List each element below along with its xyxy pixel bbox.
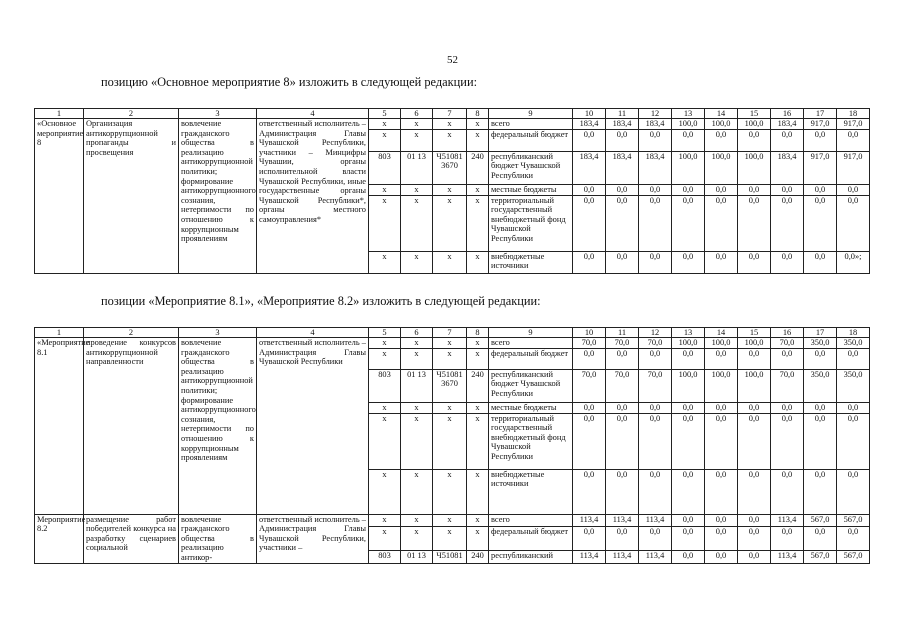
column-number: 8 bbox=[467, 109, 489, 119]
budget-code-target: Ч51081 3670 bbox=[433, 151, 467, 184]
measure-goal: вовлечение гражданского общества в реализацию антикор- bbox=[179, 514, 257, 563]
budget-code-section: x bbox=[401, 184, 433, 195]
budget-code-expense-type: 240 bbox=[467, 550, 489, 563]
column-number: 3 bbox=[179, 328, 257, 338]
column-number: 15 bbox=[738, 109, 771, 119]
funding-value: 0,0 bbox=[639, 195, 672, 251]
budget-code-target: x bbox=[433, 469, 467, 514]
funding-value: 0,0 bbox=[705, 413, 738, 469]
funding-source: федеральный бюджет bbox=[489, 129, 573, 151]
funding-value: 183,4 bbox=[606, 151, 639, 184]
budget-code-section: x bbox=[401, 526, 433, 550]
funding-value: 0,0 bbox=[573, 129, 606, 151]
funding-source: внебюджетные источники bbox=[489, 469, 573, 514]
funding-value: 0,0 bbox=[837, 348, 870, 369]
funding-source: республиканский бюджет Чувашской Республики bbox=[489, 369, 573, 402]
funding-value: 0,0 bbox=[573, 469, 606, 514]
column-number: 9 bbox=[489, 109, 573, 119]
funding-value: 567,0 bbox=[837, 514, 870, 526]
measure-title: «Мероприятие 8.1 bbox=[35, 338, 84, 515]
funding-value: 917,0 bbox=[804, 151, 837, 184]
funding-value: 0,0 bbox=[837, 402, 870, 413]
funding-value: 183,4 bbox=[606, 119, 639, 130]
funding-value: 0,0 bbox=[606, 251, 639, 273]
column-number: 18 bbox=[837, 328, 870, 338]
budget-code-grbs: x bbox=[369, 348, 401, 369]
budget-code-target: x bbox=[433, 119, 467, 130]
column-number: 7 bbox=[433, 109, 467, 119]
funding-value: 0,0 bbox=[804, 348, 837, 369]
budget-code-target: x bbox=[433, 413, 467, 469]
measure-goal: вовлечение гражданского общества в реализацию антикоррупционной политики; формирование антикоррупционного сознания, нетерпимости по отношению к коррупционным проявлениям bbox=[179, 338, 257, 515]
funding-value: 0,0 bbox=[738, 402, 771, 413]
funding-value: 0,0 bbox=[705, 348, 738, 369]
budget-code-target: x bbox=[433, 251, 467, 273]
budget-code-grbs: x bbox=[369, 119, 401, 130]
budget-code-section: 01 13 bbox=[401, 369, 433, 402]
funding-value: 0,0 bbox=[639, 184, 672, 195]
column-number: 11 bbox=[606, 328, 639, 338]
column-number: 14 bbox=[705, 109, 738, 119]
column-number: 2 bbox=[84, 328, 179, 338]
budget-code-grbs: x bbox=[369, 514, 401, 526]
budget-code-target: Ч51081 3670 bbox=[433, 369, 467, 402]
funding-value: 0,0 bbox=[804, 251, 837, 273]
funding-value: 0,0 bbox=[837, 526, 870, 550]
budget-code-target: x bbox=[433, 184, 467, 195]
funding-value: 100,0 bbox=[738, 151, 771, 184]
funding-value: 100,0 bbox=[705, 151, 738, 184]
column-number: 9 bbox=[489, 328, 573, 338]
budget-code-expense-type: x bbox=[467, 129, 489, 151]
funding-value: 0,0 bbox=[606, 195, 639, 251]
budget-code-target: x bbox=[433, 402, 467, 413]
funding-value: 0,0 bbox=[639, 469, 672, 514]
budget-code-grbs: 803 bbox=[369, 550, 401, 563]
measure-title: «Основное мероприятие 8 bbox=[35, 119, 84, 274]
budget-code-grbs: 803 bbox=[369, 369, 401, 402]
funding-value: 183,4 bbox=[771, 151, 804, 184]
funding-value: 0,0 bbox=[738, 129, 771, 151]
funding-value: 0,0 bbox=[771, 402, 804, 413]
funding-value: 70,0 bbox=[639, 369, 672, 402]
funding-value: 0,0 bbox=[804, 184, 837, 195]
funding-source: республиканский бюджет Чувашской Республики bbox=[489, 151, 573, 184]
budget-code-grbs: x bbox=[369, 251, 401, 273]
funding-value: 183,4 bbox=[639, 119, 672, 130]
funding-value: 0,0 bbox=[573, 526, 606, 550]
funding-value: 70,0 bbox=[606, 338, 639, 349]
funding-value: 113,4 bbox=[771, 514, 804, 526]
funding-value: 183,4 bbox=[573, 119, 606, 130]
column-number: 10 bbox=[573, 109, 606, 119]
budget-code-grbs: x bbox=[369, 413, 401, 469]
funding-value: 0,0 bbox=[672, 129, 705, 151]
funding-value: 917,0 bbox=[837, 119, 870, 130]
column-number: 12 bbox=[639, 328, 672, 338]
measure-name: размещение работ победителей конкурса на разработку сценариев социальной bbox=[84, 514, 179, 563]
funding-value: 100,0 bbox=[705, 369, 738, 402]
budget-code-section: x bbox=[401, 413, 433, 469]
funding-value: 0,0 bbox=[606, 413, 639, 469]
funding-value: 183,4 bbox=[771, 119, 804, 130]
funding-source: федеральный бюджет bbox=[489, 526, 573, 550]
budget-code-grbs: x bbox=[369, 195, 401, 251]
column-number: 1 bbox=[35, 328, 84, 338]
table-row bbox=[35, 514, 870, 526]
funding-value: 0,0 bbox=[771, 129, 804, 151]
funding-value: 0,0 bbox=[672, 413, 705, 469]
funding-value: 0,0 bbox=[639, 402, 672, 413]
budget-code-target: x bbox=[433, 526, 467, 550]
funding-value: 0,0 bbox=[672, 526, 705, 550]
funding-value: 0,0 bbox=[705, 251, 738, 273]
budget-code-expense-type: x bbox=[467, 195, 489, 251]
funding-value: 100,0 bbox=[738, 338, 771, 349]
budget-code-section: x bbox=[401, 195, 433, 251]
funding-value: 0,0 bbox=[705, 195, 738, 251]
funding-source: всего bbox=[489, 514, 573, 526]
funding-value: 567,0 bbox=[837, 550, 870, 563]
funding-value: 0,0 bbox=[771, 195, 804, 251]
funding-value: 0,0 bbox=[606, 129, 639, 151]
measure-name: проведение конкурсов антикоррупционной направленности bbox=[84, 338, 179, 515]
funding-value: 113,4 bbox=[606, 550, 639, 563]
column-number-row bbox=[35, 109, 870, 119]
funding-value: 113,4 bbox=[573, 550, 606, 563]
table-row bbox=[35, 338, 870, 349]
budget-code-section: 01 13 bbox=[401, 550, 433, 563]
column-number: 13 bbox=[672, 328, 705, 338]
column-number: 12 bbox=[639, 109, 672, 119]
column-number: 5 bbox=[369, 328, 401, 338]
budget-code-section: x bbox=[401, 514, 433, 526]
funding-value: 0,0 bbox=[705, 129, 738, 151]
budget-code-expense-type: x bbox=[467, 348, 489, 369]
budget-code-grbs: x bbox=[369, 526, 401, 550]
funding-value: 350,0 bbox=[837, 369, 870, 402]
funding-value: 0,0 bbox=[804, 402, 837, 413]
funding-source: всего bbox=[489, 338, 573, 349]
budget-code-section: x bbox=[401, 251, 433, 273]
funding-value: 183,4 bbox=[639, 151, 672, 184]
funding-value: 0,0 bbox=[606, 469, 639, 514]
funding-value: 0,0»; bbox=[837, 251, 870, 273]
funding-value: 113,4 bbox=[771, 550, 804, 563]
funding-value: 0,0 bbox=[639, 413, 672, 469]
budget-code-section: x bbox=[401, 129, 433, 151]
funding-value: 350,0 bbox=[804, 338, 837, 349]
budget-code-expense-type: x bbox=[467, 469, 489, 514]
budget-code-expense-type: x bbox=[467, 514, 489, 526]
budget-code-target: x bbox=[433, 348, 467, 369]
funding-value: 0,0 bbox=[705, 184, 738, 195]
column-number: 4 bbox=[257, 328, 369, 338]
budget-code-target: x bbox=[433, 129, 467, 151]
funding-value: 0,0 bbox=[837, 195, 870, 251]
budget-code-section: x bbox=[401, 402, 433, 413]
funding-value: 0,0 bbox=[639, 348, 672, 369]
budget-code-expense-type: x bbox=[467, 184, 489, 195]
column-number: 17 bbox=[804, 109, 837, 119]
column-number: 18 bbox=[837, 109, 870, 119]
funding-value: 183,4 bbox=[573, 151, 606, 184]
funding-value: 100,0 bbox=[672, 119, 705, 130]
budget-code-target: x bbox=[433, 195, 467, 251]
funding-value: 70,0 bbox=[606, 369, 639, 402]
budget-code-expense-type: x bbox=[467, 251, 489, 273]
funding-value: 113,4 bbox=[639, 514, 672, 526]
funding-value: 0,0 bbox=[705, 526, 738, 550]
funding-value: 0,0 bbox=[672, 251, 705, 273]
budget-code-expense-type: 240 bbox=[467, 151, 489, 184]
column-number: 3 bbox=[179, 109, 257, 119]
funding-value: 0,0 bbox=[738, 184, 771, 195]
funding-value: 0,0 bbox=[639, 526, 672, 550]
funding-source: всего bbox=[489, 119, 573, 130]
funding-value: 0,0 bbox=[672, 184, 705, 195]
funding-value: 0,0 bbox=[738, 348, 771, 369]
funding-value: 917,0 bbox=[837, 151, 870, 184]
funding-value: 0,0 bbox=[573, 184, 606, 195]
measure-goal: вовлечение гражданского общества в реализацию антикоррупционной политики; формирование антикоррупционного сознания, нетерпимости по отношению к коррупционным проявлениям bbox=[179, 119, 257, 274]
funding-value: 100,0 bbox=[738, 369, 771, 402]
page-number: 52 bbox=[447, 54, 458, 66]
column-number: 6 bbox=[401, 109, 433, 119]
funding-value: 113,4 bbox=[606, 514, 639, 526]
column-number: 13 bbox=[672, 109, 705, 119]
column-number: 11 bbox=[606, 109, 639, 119]
funding-source: внебюджетные источники bbox=[489, 251, 573, 273]
budget-code-section: 01 13 bbox=[401, 151, 433, 184]
funding-value: 0,0 bbox=[672, 550, 705, 563]
budget-code-section: x bbox=[401, 348, 433, 369]
table-measures-8-1-8-2 bbox=[34, 327, 870, 564]
funding-value: 0,0 bbox=[672, 469, 705, 514]
funding-value: 0,0 bbox=[837, 469, 870, 514]
funding-source: федеральный бюджет bbox=[489, 348, 573, 369]
funding-value: 350,0 bbox=[837, 338, 870, 349]
funding-value: 70,0 bbox=[771, 338, 804, 349]
heading-main-measure-8: позицию «Основное мероприятие 8» изложить в следующей редакции: bbox=[101, 75, 478, 89]
budget-code-grbs: 803 bbox=[369, 151, 401, 184]
funding-value: 0,0 bbox=[771, 526, 804, 550]
funding-value: 0,0 bbox=[738, 514, 771, 526]
funding-value: 0,0 bbox=[804, 413, 837, 469]
budget-code-grbs: x bbox=[369, 338, 401, 349]
column-number: 4 bbox=[257, 109, 369, 119]
funding-value: 0,0 bbox=[771, 251, 804, 273]
budget-code-grbs: x bbox=[369, 469, 401, 514]
budget-code-expense-type: x bbox=[467, 119, 489, 130]
funding-value: 0,0 bbox=[672, 348, 705, 369]
measure-executors: ответственный исполнитель – Администрация Главы Чувашской Республики bbox=[257, 338, 369, 515]
column-number: 1 bbox=[35, 109, 84, 119]
column-number: 7 bbox=[433, 328, 467, 338]
column-number: 5 bbox=[369, 109, 401, 119]
funding-value: 0,0 bbox=[738, 251, 771, 273]
funding-value: 113,4 bbox=[573, 514, 606, 526]
funding-value: 0,0 bbox=[804, 195, 837, 251]
funding-value: 0,0 bbox=[573, 251, 606, 273]
funding-source: местные бюджеты bbox=[489, 402, 573, 413]
funding-value: 0,0 bbox=[804, 129, 837, 151]
funding-value: 100,0 bbox=[672, 369, 705, 402]
funding-value: 0,0 bbox=[837, 413, 870, 469]
budget-code-grbs: x bbox=[369, 402, 401, 413]
column-number-row bbox=[35, 328, 870, 338]
column-number: 16 bbox=[771, 328, 804, 338]
funding-value: 0,0 bbox=[705, 550, 738, 563]
funding-value: 70,0 bbox=[573, 338, 606, 349]
funding-value: 0,0 bbox=[771, 184, 804, 195]
column-number: 14 bbox=[705, 328, 738, 338]
funding-value: 0,0 bbox=[606, 402, 639, 413]
column-number: 17 bbox=[804, 328, 837, 338]
funding-source: республиканский bbox=[489, 550, 573, 563]
funding-value: 0,0 bbox=[672, 514, 705, 526]
budget-code-section: x bbox=[401, 338, 433, 349]
funding-value: 0,0 bbox=[606, 526, 639, 550]
funding-value: 0,0 bbox=[738, 526, 771, 550]
funding-value: 0,0 bbox=[771, 413, 804, 469]
funding-source: местные бюджеты bbox=[489, 184, 573, 195]
funding-value: 0,0 bbox=[573, 195, 606, 251]
budget-code-section: x bbox=[401, 469, 433, 514]
funding-value: 917,0 bbox=[804, 119, 837, 130]
funding-value: 567,0 bbox=[804, 550, 837, 563]
funding-value: 0,0 bbox=[672, 402, 705, 413]
column-number: 16 bbox=[771, 109, 804, 119]
funding-source: территориальный государственный внебюджетный фонд Чувашской Республики bbox=[489, 195, 573, 251]
budget-code-target: x bbox=[433, 338, 467, 349]
funding-value: 0,0 bbox=[705, 514, 738, 526]
funding-value: 0,0 bbox=[672, 195, 705, 251]
column-number: 15 bbox=[738, 328, 771, 338]
funding-value: 0,0 bbox=[639, 129, 672, 151]
measure-executors: ответственный исполнитель – Администрация Главы Чувашской Республики, участники – Минцифры Чувашии, органы исполнительной власти Чувашской Республики, иные государственные органы Чувашской Республики*, органы местного самоуправления* bbox=[257, 119, 369, 274]
budget-code-grbs: x bbox=[369, 129, 401, 151]
budget-code-expense-type: x bbox=[467, 338, 489, 349]
funding-value: 0,0 bbox=[771, 469, 804, 514]
funding-value: 0,0 bbox=[738, 413, 771, 469]
funding-value: 0,0 bbox=[573, 348, 606, 369]
table-row bbox=[35, 119, 870, 130]
funding-value: 70,0 bbox=[639, 338, 672, 349]
column-number: 2 bbox=[84, 109, 179, 119]
funding-source: территориальный государственный внебюджетный фонд Чувашской Республики bbox=[489, 413, 573, 469]
budget-code-expense-type: x bbox=[467, 402, 489, 413]
budget-code-target: x bbox=[433, 514, 467, 526]
measure-name: Организация антикоррупционной пропаганды и просвещения bbox=[84, 119, 179, 274]
column-number: 10 bbox=[573, 328, 606, 338]
funding-value: 0,0 bbox=[738, 195, 771, 251]
budget-code-target: Ч51081 bbox=[433, 550, 467, 563]
funding-value: 0,0 bbox=[705, 402, 738, 413]
funding-value: 0,0 bbox=[837, 184, 870, 195]
column-number: 6 bbox=[401, 328, 433, 338]
budget-code-expense-type: x bbox=[467, 526, 489, 550]
funding-value: 0,0 bbox=[771, 348, 804, 369]
column-number: 8 bbox=[467, 328, 489, 338]
funding-value: 0,0 bbox=[573, 413, 606, 469]
measure-title: Мероприятие 8.2 bbox=[35, 514, 84, 563]
funding-value: 0,0 bbox=[606, 184, 639, 195]
table-main-measure-8 bbox=[34, 108, 870, 274]
funding-value: 0,0 bbox=[705, 469, 738, 514]
budget-code-expense-type: x bbox=[467, 413, 489, 469]
funding-value: 70,0 bbox=[573, 369, 606, 402]
budget-code-expense-type: 240 bbox=[467, 369, 489, 402]
funding-value: 567,0 bbox=[804, 514, 837, 526]
funding-value: 0,0 bbox=[606, 348, 639, 369]
funding-value: 70,0 bbox=[771, 369, 804, 402]
funding-value: 350,0 bbox=[804, 369, 837, 402]
funding-value: 0,0 bbox=[738, 550, 771, 563]
funding-value: 100,0 bbox=[672, 338, 705, 349]
funding-value: 0,0 bbox=[804, 469, 837, 514]
funding-value: 100,0 bbox=[672, 151, 705, 184]
funding-value: 0,0 bbox=[639, 251, 672, 273]
funding-value: 0,0 bbox=[738, 469, 771, 514]
funding-value: 113,4 bbox=[639, 550, 672, 563]
funding-value: 0,0 bbox=[573, 402, 606, 413]
heading-measures-8-1-8-2: позиции «Мероприятие 8.1», «Мероприятие 8.2» изложить в следующей редакции: bbox=[101, 294, 541, 308]
funding-value: 100,0 bbox=[705, 338, 738, 349]
budget-code-grbs: x bbox=[369, 184, 401, 195]
funding-value: 0,0 bbox=[837, 129, 870, 151]
funding-value: 0,0 bbox=[804, 526, 837, 550]
measure-executors: ответственный исполнитель – Администрация Главы Чувашской Республики, участники – bbox=[257, 514, 369, 563]
budget-code-section: x bbox=[401, 119, 433, 130]
funding-value: 100,0 bbox=[705, 119, 738, 130]
funding-value: 100,0 bbox=[738, 119, 771, 130]
